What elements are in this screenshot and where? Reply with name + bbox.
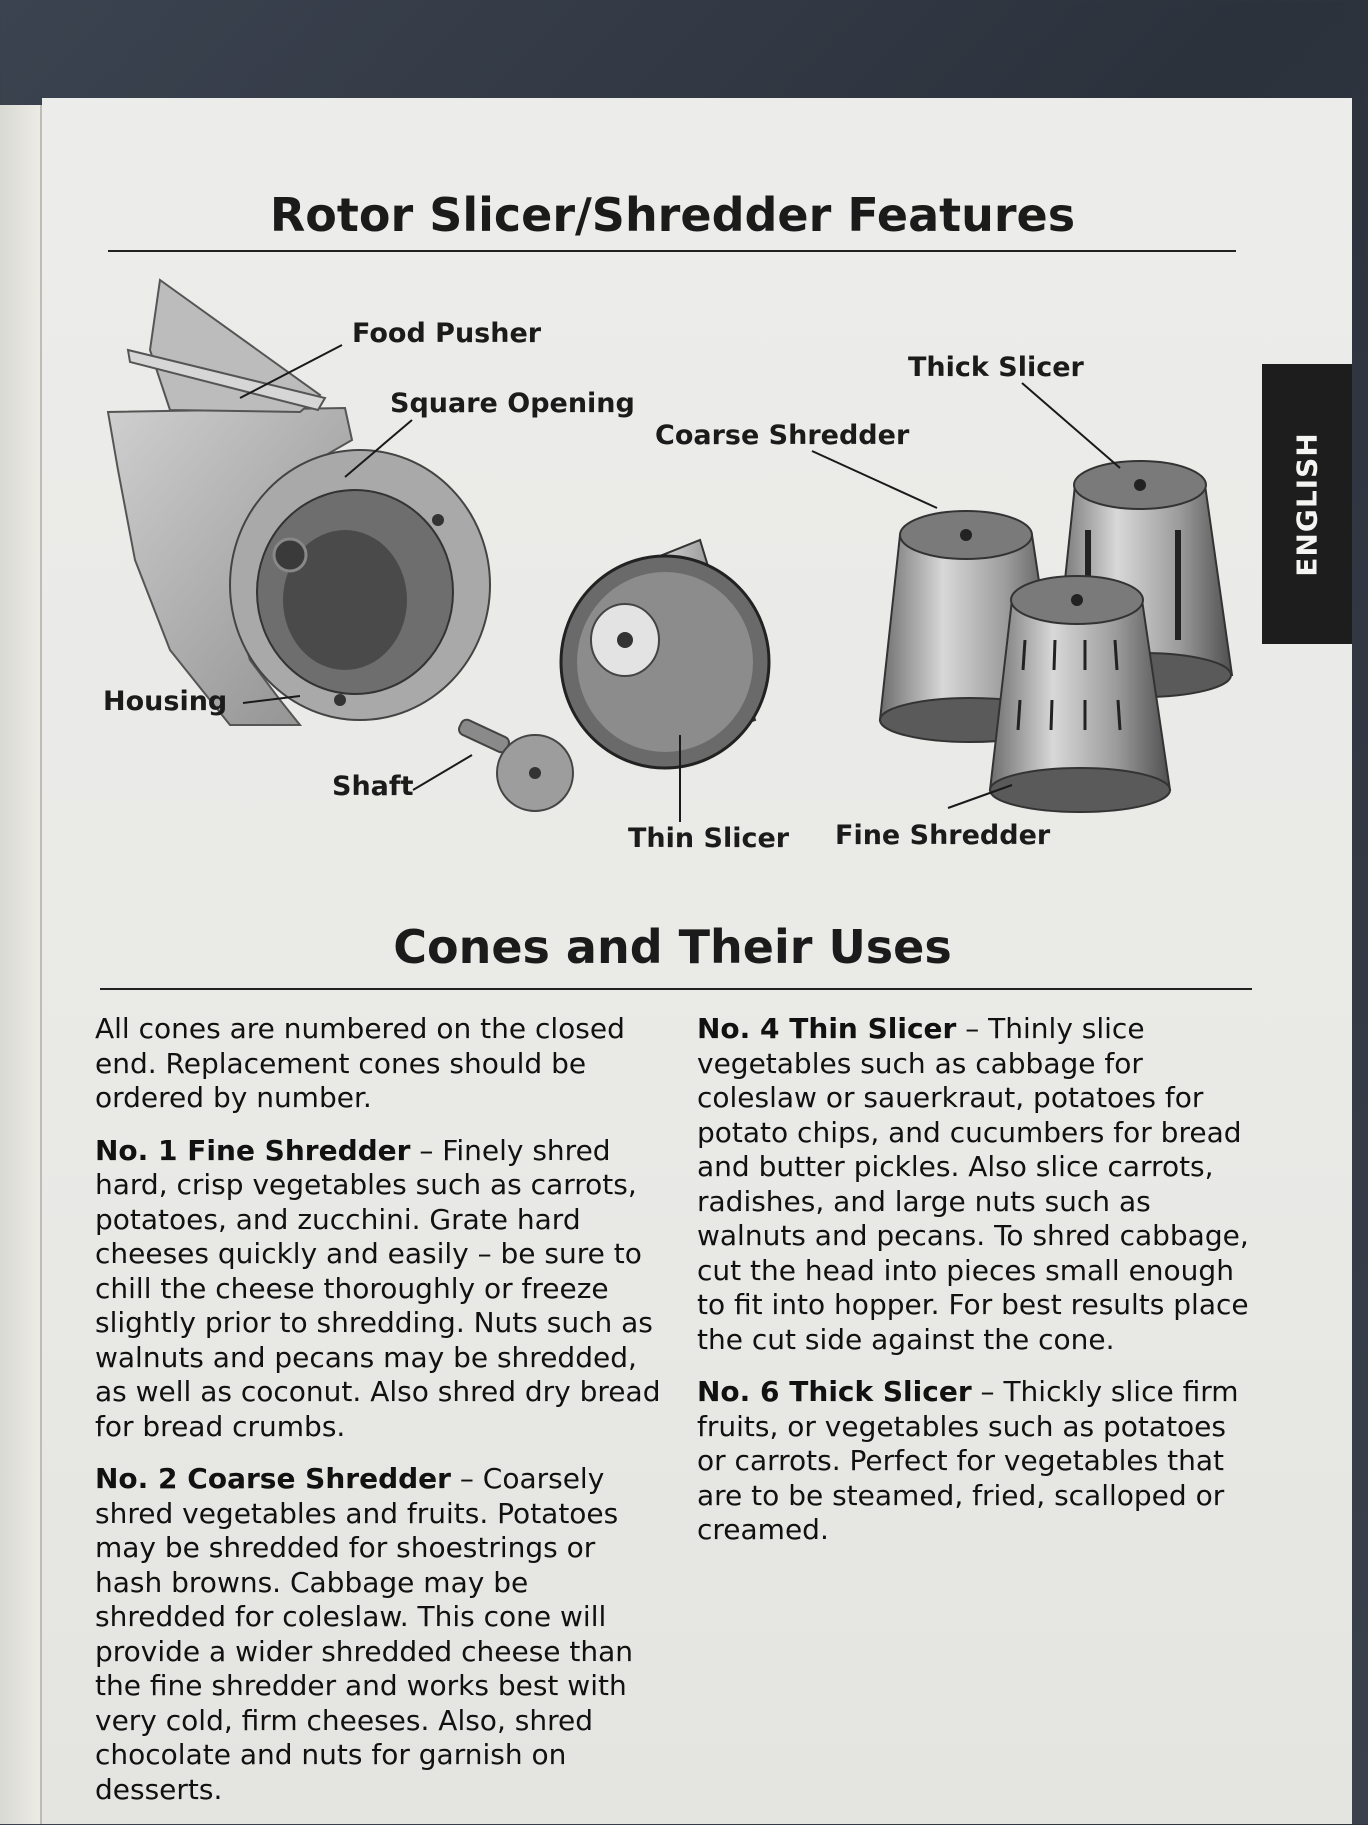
shaft-illustration [457, 718, 573, 811]
cones-intro: All cones are numbered on the closed end. Replacement cones should be ordered by number. [95, 1012, 625, 1114]
language-tab-label: ENGLISH [1290, 431, 1324, 577]
cones-right-column [697, 1012, 1257, 1566]
features-title: Rotor Slicer/Shredder Features [269, 188, 1076, 242]
cone-item [95, 1462, 665, 1807]
label-shaft: Shaft [332, 771, 414, 802]
label-coarse-shredder: Coarse Shredder [655, 420, 910, 451]
label-thick-slicer: Thick Slicer [908, 352, 1084, 383]
cones-title: Cones and Their Uses [393, 920, 952, 974]
cone-item-name: No. 1 Fine Shredder [95, 1133, 411, 1167]
label-square-opening: Square Opening [390, 388, 635, 419]
cone-item-name: No. 4 Thin Slicer [697, 1012, 957, 1045]
label-fine-shredder: Fine Shredder [835, 820, 1051, 851]
label-food-pusher: Food Pusher [352, 318, 542, 349]
cone-item-desc: – Finely shred hard, crisp vegetables such as carrots, potatoes, and zucchini. Grate hard cheeses quickly and easily – be sure to chill the cheese thoroughly or freeze slightly prior to shredding. Nuts such as walnuts and pecans may be shredded, as well as coconut. Also shred dry bread for bread crumbs. [95, 1133, 661, 1443]
label-housing: Housing [103, 686, 228, 717]
cone-item-desc: – Coarsely shred vegetables and fruits. Potatoes may be shredded for shoestrings or hash browns. Cabbage may be shredded for coleslaw. This cone will provide a wider shredded cheese than the fine shredder and works best with very cold, firm cheeses. Also, shred chocolate and nuts for garnish on desserts. [95, 1462, 634, 1806]
thin-slicer-cone-illustration [561, 540, 769, 768]
cone-item-name: No. 6 Thick Slicer [697, 1375, 972, 1408]
cone-item [697, 1012, 1257, 1357]
fine-shredder-cone-illustration [990, 576, 1170, 812]
cones-left-column [95, 1012, 665, 1825]
cone-item-desc: – Thickly slice firm fruits, or vegetables such as potatoes or carrots. Perfect for vegetables that are to be steamed, fried, scalloped or creamed. [697, 1375, 1239, 1546]
cones-title-rule [100, 988, 1252, 990]
label-thin-slicer: Thin Slicer [628, 823, 790, 854]
cone-item [95, 1134, 665, 1445]
cone-item-name: No. 2 Coarse Shredder [95, 1462, 451, 1495]
cone-item-desc: – Thinly slice vegetables such as cabbage for coleslaw or sauerkraut, potatoes for potato chips, and cucumbers for bread and butter pickles. Also slice carrots, radishes, and large nuts such as walnuts and pecans. To shred cabbage, cut the head into pieces small enough to fit into hopper. For best results place the cut side against the cone. [697, 1012, 1249, 1356]
cone-item [697, 1375, 1257, 1548]
